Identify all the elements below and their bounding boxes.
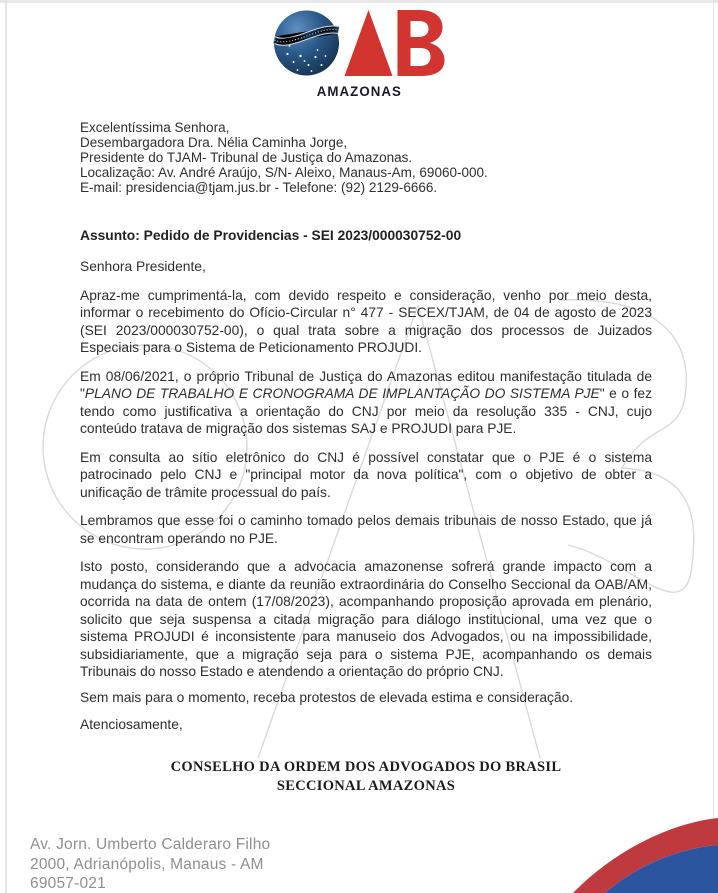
recipient-line: Desembargadora Dra. Nélia Caminha Jorge,: [80, 135, 348, 150]
scan-edge-right: [713, 0, 714, 893]
recipient-line: Presidente do TJAM- Tribunal de Justiça do Amazonas.: [80, 150, 413, 165]
letter-content: [80, 120, 652, 796]
address-line: 69057-021: [30, 875, 106, 892]
salutation: Senhora Presidente,: [80, 259, 206, 274]
body-paragraph-1: Apraz-me cumprimentá-la, com devido respeito e consideração, venho por meio desta, informar o recebimento do Ofício-Circular n° 477 - SECEX/TJAM, de 04 de agosto de 2023 (SEI 2023/000030752-00), o qual trata sobre a migração dos processos de Juizados Especiais para o Sistema de Peticionamento PROJUDI.: [80, 287, 652, 355]
corner-ribbon-graphic: [543, 768, 718, 893]
body-paragraph-2: [80, 368, 652, 438]
recipient-line: Localização: Av. André Araújo, S/N- Aleixo, Manaus-Am, 69060-000.: [80, 165, 488, 180]
body-paragraph-3: Em consulta ao sítio eletrônico do CNJ é possível constatar que o PJE é o sistema patrocinado pelo CNJ e "principal motor da nova política", com o objetivo de obter a unificação de trâmite processual do país.: [80, 449, 652, 500]
scan-edge-left: [5, 0, 7, 893]
body-paragraph-4: Lembramos que esse foi o caminho tomado pelos demais tribunais de nosso Estado, que já se encontram operando no PJE.: [80, 513, 652, 546]
recipient-line: E-mail: presidencia@tjam.jus.br - Telefone: (92) 2129-6666.: [80, 180, 438, 195]
recipient-block: [80, 120, 652, 195]
paragraph-2-prefix: Em 08/06/2021, o próprio Tribunal de Justiça do Amazonas editou manifestação titulada de ": [80, 368, 652, 401]
recipient-line: Excelentíssima Senhora,: [80, 120, 230, 135]
signature-line-2: SECCIONAL AMAZONAS: [276, 777, 456, 794]
paragraph-2-italic-title: PLANO DE TRABALHO E CRONOGRAMA DE IMPLANTAÇÃO DO SISTEMA PJE: [84, 386, 600, 401]
scan-edge-top: [0, 0, 718, 3]
oab-logo-letters: [274, 10, 445, 76]
valediction: Atenciosamente,: [80, 717, 183, 732]
closing-line: Sem mais para o momento, receba protestos de elevada estima e consideração.: [80, 689, 574, 705]
globe-icon: [274, 10, 340, 76]
body-paragraph-5: Isto posto, considerando que a advocacia amazonense sofrerá grande impacto com a mudança do sistema, e diante da reunião extraordinária do Conselho Seccional da OAB/AM, ocorrida na data de ontem (17/08/2023), acompanhando proposição aprovada em plenário, solicito que seja suspensa a citada migração para diálogo institucional, uma vez que o sistema PROJUDI é inconsistente para manuseio dos Advogados, ou na impossibilidade, subsidiariamente, que a migração seja para o sistema PJE, acompanhando os demais Tribunais do nosso Estado e atendendo a orientação do próprio CNJ.: [80, 559, 652, 679]
address-line: Av. Jorn. Umberto Calderaro Filho: [30, 836, 271, 853]
oab-logo: [274, 10, 445, 99]
subject-line: Assunto: Pedido de Providencias - SEI 2023/000030752-00: [80, 228, 462, 243]
paragraph-2-suffix: " e o fez tendo como justificativa a orientação do CNJ por meio da resolução 335 - CNJ, cujo conteúdo tratava de migração dos sistemas SAJ e PROJUDI para PJE.: [80, 386, 653, 436]
footer-address: [30, 835, 270, 893]
logo-region-label: AMAZONAS: [316, 83, 402, 99]
letter-a-glyph: [345, 10, 393, 76]
signature-line-1: CONSELHO DA ORDEM DOS ADVOGADOS DO BRASIL: [170, 758, 562, 775]
letter-b-glyph: [398, 10, 445, 76]
address-line: 2000, Adrianópolis, Manaus - AM: [30, 855, 264, 873]
